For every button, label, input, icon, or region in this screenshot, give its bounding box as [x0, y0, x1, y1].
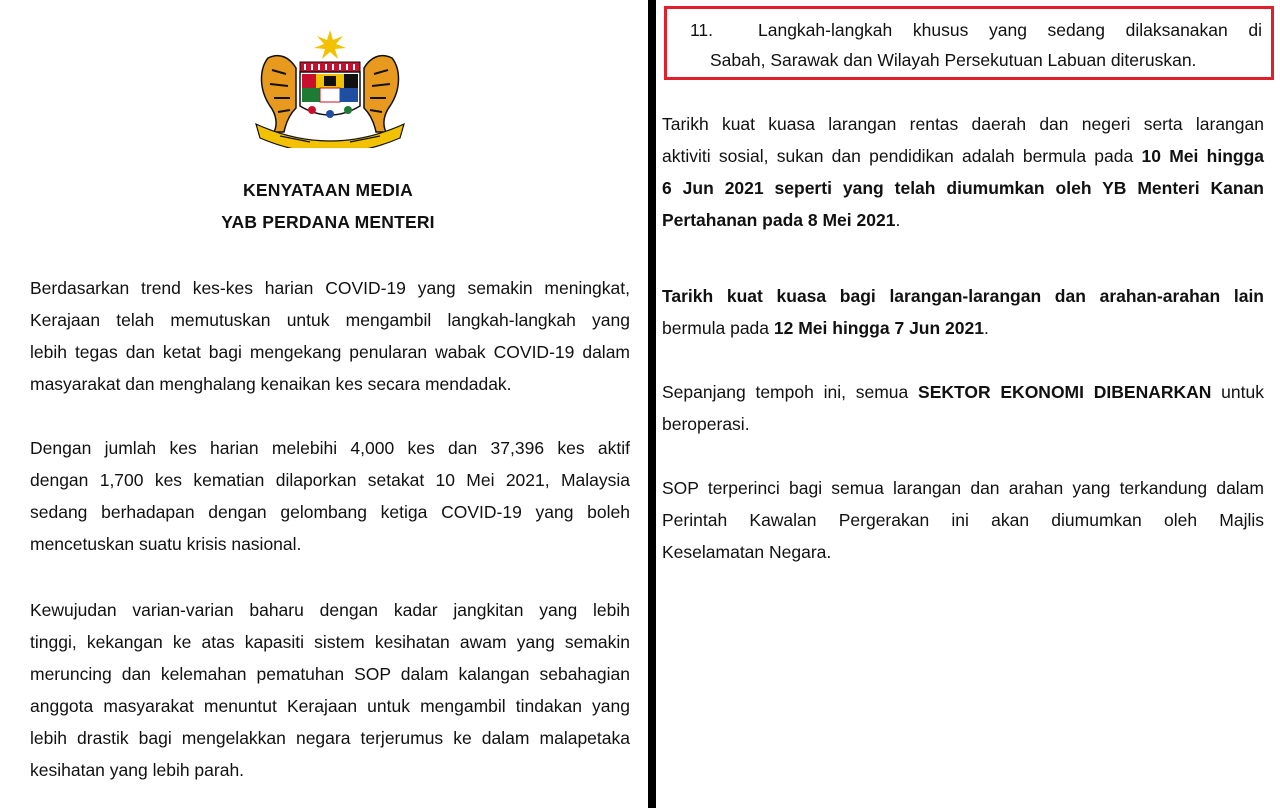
- text-line: beroperasi.: [662, 414, 750, 434]
- text-line: dengan 1,700 kes kematian dilaporkan setakat 10 Mei 2021, Malaysia: [30, 470, 630, 490]
- text-line: [662, 280, 1264, 312]
- text-line: [662, 376, 1264, 408]
- text-line: masyarakat dan menghalang kenaikan kes secara mendadak.: [30, 374, 512, 394]
- text-line: [662, 204, 1264, 236]
- text-bold: 12 Mei hingga 7 Jun 2021: [773, 318, 984, 338]
- page-divider: [648, 0, 656, 808]
- paragraph-daily-cases-trend: [30, 272, 630, 400]
- paragraph-interstate-ban-dates: [662, 108, 1264, 236]
- text-normal: bermula pada: [662, 318, 774, 338]
- text-line: Dengan jumlah kes harian melebihi 4,000 kes dan 37,396 kes aktif: [30, 438, 630, 458]
- text-bold: Tarikh kuat kuasa bagi larangan-larangan dan arahan-arahan lain: [662, 286, 1264, 306]
- item-number: 11.: [690, 20, 714, 40]
- text-line: [662, 172, 1264, 204]
- text-line: Keselamatan Negara.: [662, 542, 832, 562]
- text-line: sedang berhadapan dengan gelombang ketiga COVID-19 yang boleh: [30, 502, 630, 522]
- text-line: Tarikh kuat kuasa larangan rentas daerah dan negeri serta larangan: [662, 114, 1264, 134]
- malaysia-coat-of-arms-icon: [250, 28, 410, 148]
- text-line: anggota masyarakat menuntut Kerajaan untuk mengambil tindakan yang: [30, 696, 630, 716]
- text-line: Kewujudan varian-varian baharu dengan kadar jangkitan yang lebih: [30, 600, 630, 620]
- paragraph-new-variants: [30, 594, 630, 786]
- text-line: tinggi, kekangan ke atas kapasiti sistem kesihatan awam yang semakin: [30, 632, 630, 652]
- paragraph-other-restrictions-dates: [662, 280, 1264, 344]
- text-line: lebih drastik bagi mengelakkan negara terjerumus ke dalam malapetaka: [30, 728, 630, 748]
- paragraph-case-statistics: [30, 432, 630, 560]
- text-line: kesihatan yang lebih parah.: [30, 760, 245, 780]
- text-line: meruncing dan kelemahan pematuhan SOP dalam kalangan sebahagian: [30, 664, 630, 684]
- text-bold: 10 Mei hingga: [1141, 146, 1264, 166]
- text-line: Kerajaan telah memutuskan untuk mengambil langkah-langkah yang: [30, 310, 630, 330]
- document-subtitle: YAB PERDANA MENTERI: [221, 212, 435, 232]
- paragraph-sop-announcement: [662, 472, 1264, 568]
- text-normal: aktiviti sosial, sukan dan pendidikan adalah bermula pada: [662, 146, 1142, 166]
- text-normal: .: [983, 318, 989, 338]
- text-bold: Pertahanan pada 8 Mei 2021: [662, 210, 896, 230]
- text-line: Sabah, Sarawak dan Wilayah Persekutuan Labuan diteruskan.: [710, 50, 1197, 70]
- text-line: Perintah Kawalan Pergerakan ini akan diumumkan oleh Majlis: [662, 510, 1264, 530]
- text-normal: Sepanjang tempoh ini, semua: [662, 382, 919, 402]
- text-line: [662, 140, 1264, 172]
- text-line: SOP terperinci bagi semua larangan dan arahan yang terkandung dalam: [662, 478, 1264, 498]
- text-line: lebih tegas dan ketat bagi mengekang penularan wabak COVID-19 dalam: [30, 342, 630, 362]
- text-line: Berdasarkan trend kes-kes harian COVID-19 yang semakin meningkat,: [30, 278, 630, 298]
- text-line: Langkah-langkah khusus yang sedang dilaksanakan di: [758, 20, 1262, 40]
- text-bold: SEKTOR EKONOMI DIBENARKAN: [918, 382, 1212, 402]
- paragraph-economic-sectors: [662, 376, 1264, 440]
- text-bold: 6 Jun 2021 seperti yang telah diumumkan oleh YB Menteri Kanan: [662, 178, 1264, 198]
- text-normal: untuk: [1211, 382, 1264, 402]
- text-line: [662, 312, 1264, 344]
- text-normal: .: [895, 210, 901, 230]
- document-title: KENYATAAN MEDIA: [243, 180, 413, 200]
- text-line: mencetuskan suatu krisis nasional.: [30, 534, 302, 554]
